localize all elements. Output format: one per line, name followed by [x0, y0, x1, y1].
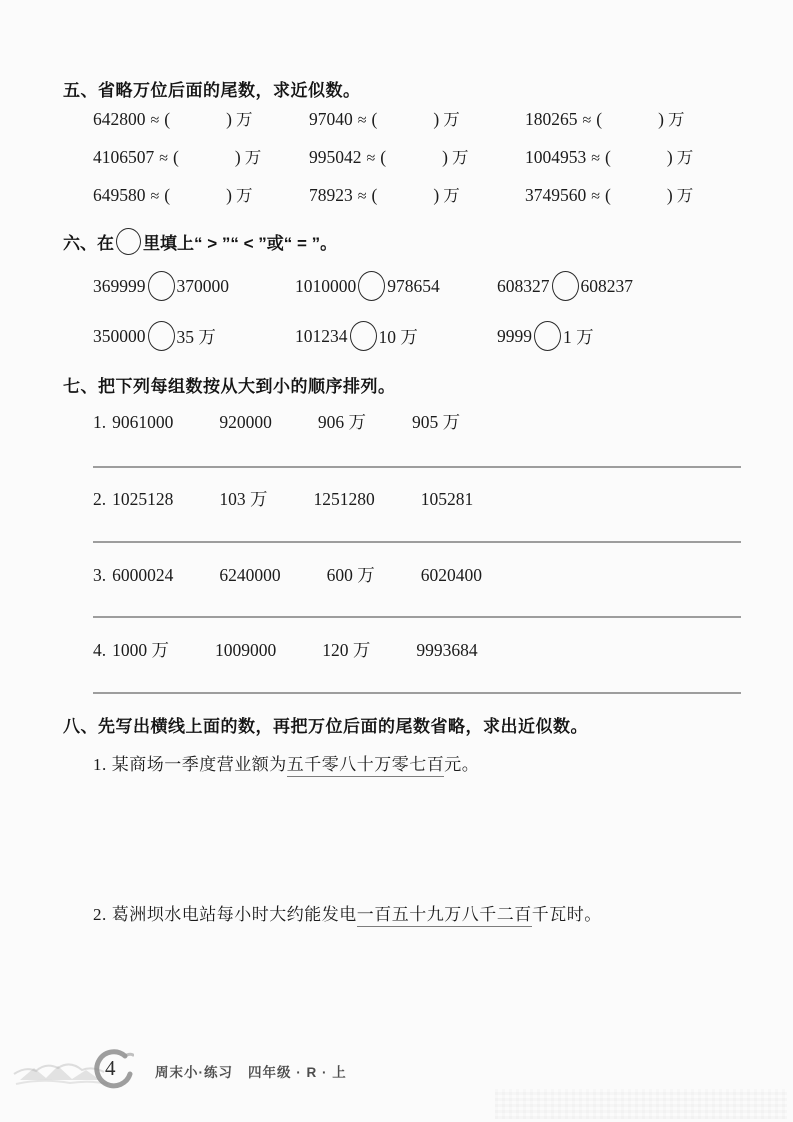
ordering-value: 600 万: [326, 565, 375, 585]
wan-unit: 万: [676, 186, 694, 205]
ordering-value: 1251280: [313, 489, 375, 509]
watermark-texture: [495, 1089, 787, 1119]
right-number: 10 万: [378, 326, 418, 347]
ordering-value: 905 万: [412, 412, 461, 432]
rounding-item: [525, 186, 741, 206]
wan-unit: 万: [667, 110, 685, 129]
rounding-number: 4106507: [93, 147, 155, 167]
answer-blank[interactable]: [377, 124, 433, 125]
ordering-value: 920000: [219, 412, 272, 432]
open-paren: (: [596, 109, 603, 129]
close-paren: ): [666, 147, 673, 167]
section-six-title-prefix: 六、在: [63, 234, 114, 253]
close-paren: ): [226, 109, 232, 129]
section-eight-title: 八、先写出横线上面的数，再把万位后面的尾数省略，求出近似数。: [63, 717, 588, 736]
approx-symbol: ≈: [582, 112, 592, 129]
rounding-number: 97040: [309, 109, 353, 129]
rounding-item: [309, 148, 525, 168]
answer-blank[interactable]: [170, 124, 226, 125]
answer-blank[interactable]: [377, 200, 433, 201]
right-number: 35 万: [176, 326, 216, 347]
wan-unit: 万: [443, 186, 460, 205]
rounding-item: [93, 148, 309, 168]
open-paren: (: [173, 147, 179, 167]
rounding-item: [525, 110, 741, 130]
ordering-value: 6240000: [219, 565, 281, 585]
rounding-item: [93, 110, 309, 130]
close-paren: ): [433, 185, 440, 205]
approx-symbol: ≈: [591, 188, 601, 205]
section-six-title: [63, 228, 337, 255]
section-six-title-suffix: 里填上“ > ”“ < ”或“ = ”。: [143, 234, 338, 253]
close-paren: ): [658, 109, 664, 129]
word-problem: [93, 750, 479, 775]
problem-text-suffix: 元。: [444, 755, 480, 774]
problem-number: 1.: [93, 755, 107, 774]
comparison-item: [497, 318, 699, 354]
comparison-item: [93, 318, 295, 354]
comparison-item: [295, 268, 497, 304]
open-paren: (: [371, 185, 378, 205]
comparison-item: [497, 268, 699, 304]
ordering-value: 9061000: [112, 412, 174, 432]
answer-blank[interactable]: [602, 124, 658, 125]
wan-unit: 万: [451, 148, 469, 167]
approx-symbol: ≈: [159, 150, 169, 167]
rounding-item: [525, 148, 741, 168]
answer-blank[interactable]: [611, 200, 667, 201]
approx-symbol: ≈: [357, 188, 367, 205]
rounding-number: 3749560: [525, 185, 587, 205]
wan-unit: 万: [443, 110, 460, 129]
group-number: 1.: [93, 412, 107, 432]
right-number: 978654: [387, 275, 440, 296]
ordering-value: 1009000: [215, 640, 277, 660]
rounding-number: 180265: [525, 109, 578, 129]
page-number: 4: [105, 1056, 116, 1080]
section-seven-title: 七、把下列每组数按从大到小的顺序排列。: [63, 377, 396, 396]
rounding-number: 995042: [309, 147, 362, 167]
page-number-badge: [92, 1049, 134, 1091]
section-five-title: 五、省略万位后面的尾数，求近似数。: [63, 81, 361, 100]
answer-line[interactable]: [93, 616, 741, 618]
answer-line[interactable]: [93, 692, 741, 694]
rounding-number: 78923: [309, 185, 353, 205]
footer-series-title: 周末小·练习: [155, 1065, 233, 1080]
ordering-value: 906 万: [317, 412, 366, 432]
rounding-item: [309, 186, 525, 206]
problem-text: 某商场一季度营业额为: [111, 755, 287, 774]
underlined-number-words: 五千零八十万零七百: [287, 755, 445, 777]
ordering-value: 6000024: [112, 565, 174, 585]
comparison-grid: [93, 268, 699, 354]
left-number: 1010000: [295, 275, 357, 296]
comparison-item: [93, 268, 295, 304]
ordering-value: 120 万: [322, 640, 371, 660]
comparison-circle[interactable]: [534, 321, 561, 351]
answer-line[interactable]: [93, 466, 741, 468]
comparison-item: [295, 318, 497, 354]
footer-edition: 四年级 · R · 上: [248, 1065, 347, 1080]
comparison-circle[interactable]: [148, 321, 175, 351]
ordering-group: [93, 409, 460, 434]
group-number: 2.: [93, 489, 107, 509]
ordering-value: 6020400: [420, 565, 482, 585]
approx-symbol: ≈: [150, 112, 160, 129]
rounding-grid: [93, 110, 741, 206]
ordering-group: [93, 637, 478, 662]
ordering-value: 9993684: [416, 640, 478, 660]
rounding-number: 642800: [93, 109, 146, 129]
left-number: 9999: [497, 325, 532, 346]
rounding-number: 649580: [93, 185, 146, 205]
right-number: 370000: [176, 275, 229, 296]
group-number: 4.: [93, 640, 107, 660]
approx-symbol: ≈: [591, 150, 601, 167]
left-number: 350000: [93, 325, 146, 346]
answer-blank[interactable]: [386, 162, 442, 163]
close-paren: ): [433, 109, 440, 129]
comparison-circle[interactable]: [552, 271, 579, 301]
close-paren: ): [234, 147, 241, 167]
ordering-group: [93, 562, 482, 587]
rounding-number: 1004953: [525, 147, 587, 167]
ordering-value: 105281: [420, 489, 474, 509]
ordering-value: 103 万: [219, 489, 268, 509]
open-paren: (: [380, 147, 387, 167]
rounding-item: [309, 110, 525, 130]
problem-text-suffix: 千瓦时。: [531, 905, 602, 924]
wan-unit: 万: [244, 148, 262, 167]
wan-unit: 万: [235, 186, 253, 205]
ordering-value: 1000 万: [112, 640, 169, 660]
open-paren: (: [164, 109, 171, 129]
approx-symbol: ≈: [150, 188, 160, 205]
group-number: 3.: [93, 565, 107, 585]
left-number: 369999: [93, 275, 146, 296]
wan-unit: 万: [676, 148, 694, 167]
ordering-value: 1025128: [112, 489, 174, 509]
wan-unit: 万: [235, 110, 253, 129]
answer-blank[interactable]: [170, 200, 226, 201]
close-paren: ): [442, 147, 448, 167]
approx-symbol: ≈: [366, 150, 376, 167]
footer-caption: [155, 1061, 347, 1081]
close-paren: ): [666, 185, 673, 205]
answer-line[interactable]: [93, 541, 741, 543]
left-number: 101234: [295, 325, 348, 346]
right-number: 1 万: [563, 326, 594, 347]
approx-symbol: ≈: [357, 112, 367, 129]
right-number: 608237: [580, 275, 633, 296]
underlined-number-words: 一百五十九万八千二百: [357, 905, 532, 927]
rounding-item: [93, 186, 309, 206]
word-problem: [93, 900, 602, 925]
close-paren: ): [226, 185, 232, 205]
answer-blank[interactable]: [179, 162, 235, 163]
open-paren: (: [605, 147, 611, 167]
problem-text: 葛洲坝水电站每小时大约能发电: [111, 905, 357, 924]
comparison-circle[interactable]: [358, 271, 385, 301]
left-number: 608327: [497, 275, 550, 296]
open-paren: (: [371, 109, 378, 129]
open-paren: (: [605, 185, 611, 205]
comparison-circle[interactable]: [350, 321, 377, 351]
comparison-circle[interactable]: [148, 271, 175, 301]
example-circle: [116, 228, 141, 255]
answer-blank[interactable]: [611, 162, 667, 163]
problem-number: 2.: [93, 905, 107, 924]
ordering-group: [93, 486, 473, 511]
open-paren: (: [164, 185, 171, 205]
